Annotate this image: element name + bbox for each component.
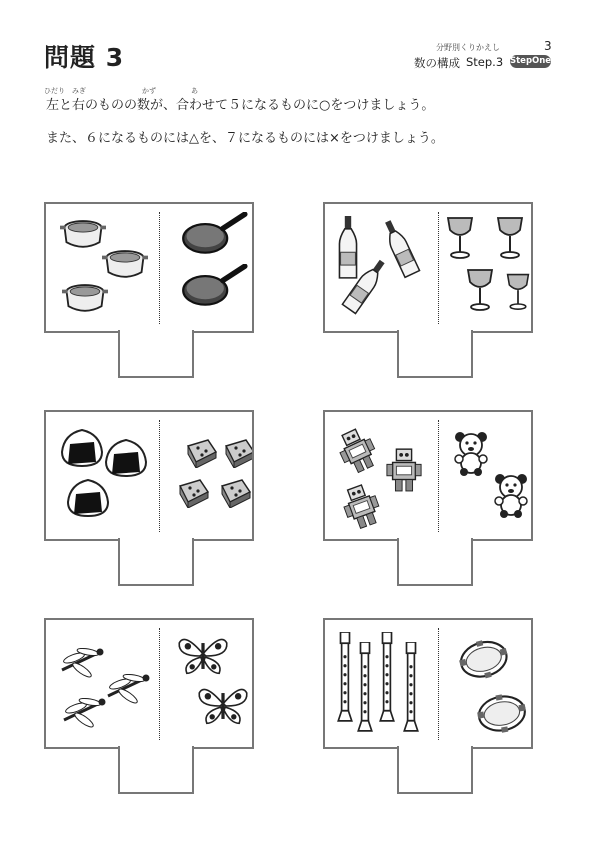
answer-box[interactable] [118,538,194,586]
card-divider [438,420,439,532]
dice-icon [226,440,252,468]
recorder-icon [404,642,418,731]
topic-label: 数の構成 [414,56,460,70]
ruby-hidari: ひだり [44,87,65,95]
recorder-icon [338,632,352,721]
card-box [44,618,254,749]
step-label: Step.3 [466,55,504,69]
problem-card-2 [323,202,533,382]
pot-icon [62,285,108,311]
problem-card-3 [44,410,254,590]
problem-card-1 [44,202,254,382]
instruction-line-1: 左と右のものの数が、合わせて５になるものに○をつけましょう。 [46,98,435,113]
answer-box[interactable] [397,746,473,794]
answer-box[interactable] [397,330,473,378]
frying-pan-icon [183,266,245,305]
robot-icon [387,449,421,491]
robot-icon [339,482,384,531]
dragonfly-icon [62,647,104,679]
card-box [323,618,533,749]
card-divider [438,212,439,324]
wine-glass-icon [508,275,529,310]
tambourine-icon [475,691,529,737]
dragonfly-icon [108,673,150,705]
rice-ball-icon [106,494,146,530]
instruction-line-2: また、６になるものには△を、７になるものには×をつけましょう。 [46,131,444,146]
ruby-kazu: かず [142,87,156,95]
dragonfly-icon [64,697,106,729]
dice-icon [180,480,208,508]
bottle-icon [339,216,356,278]
card-box [323,202,533,333]
answer-box[interactable] [118,330,194,378]
butterfly-icon [179,639,227,673]
ruby-a: あ [191,87,198,95]
butterfly-icon [199,689,247,723]
card-divider [159,212,160,324]
card-divider [159,628,160,740]
answer-box[interactable] [397,538,473,586]
rice-ball-icon [68,480,108,516]
recorder-icon [358,642,372,731]
wine-glass-icon [448,218,472,258]
teddy-bear-icon [455,432,487,476]
problem-card-5 [44,618,254,798]
series-label: 分野別くりかえし [436,43,500,52]
card-divider [159,420,160,532]
teddy-bear-icon [495,474,527,518]
card-box [323,410,533,541]
rice-ball-icon [106,440,146,476]
dice-icon [222,480,250,508]
ruby-migi: みぎ [72,87,86,95]
rice-ball-icon [62,430,102,466]
problem-card-4 [323,410,533,590]
robot-icon [334,425,381,476]
problem-card-6 [323,618,533,798]
dragonfly-icon [60,719,102,747]
wine-glass-icon [498,218,522,258]
tambourine-icon [456,635,512,684]
dice-icon [188,440,216,468]
page-title: 問題 3 [44,43,125,72]
page-number: 3 [544,39,552,53]
brand-badge: StepOne [510,56,552,66]
pot-icon [60,221,106,247]
pot-icon [102,251,148,277]
answer-box[interactable] [118,746,194,794]
card-divider [438,628,439,740]
recorder-icon [380,632,394,721]
frying-pan-icon [183,214,245,253]
card-box [44,410,254,541]
wine-glass-icon [468,270,492,310]
bottle-icon [381,218,420,277]
card-box [44,202,254,333]
